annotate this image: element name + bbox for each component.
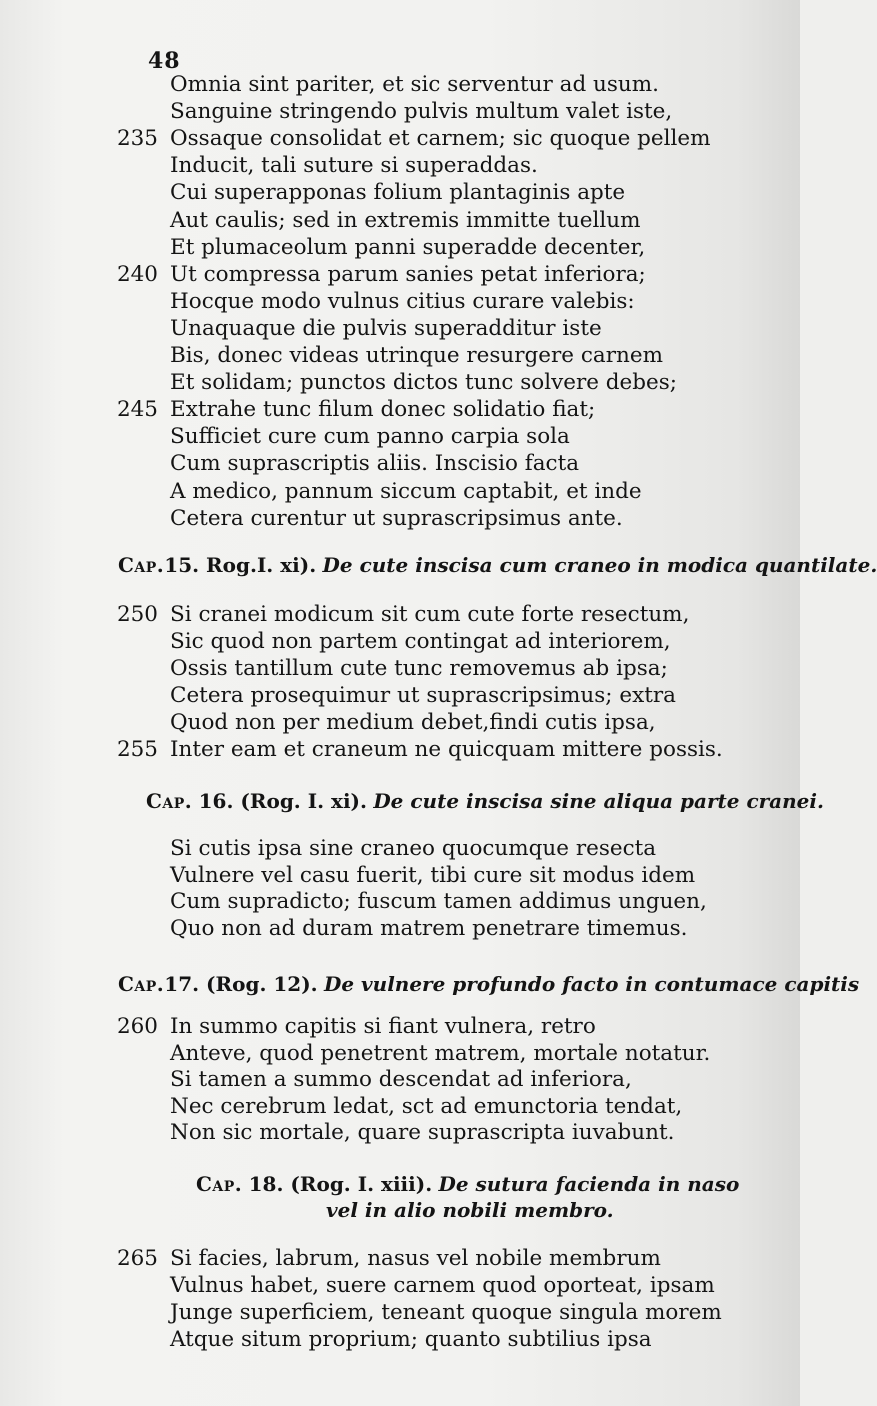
chapter-heading-18-continued xyxy=(326,1198,614,1222)
chapter-title: De vulnere profundo facto in contumace capitis xyxy=(324,972,860,996)
line-number: 245 xyxy=(116,397,158,423)
verse-text: Inter eam et craneum ne quicquam mittere possis. xyxy=(170,737,723,762)
chapter-reference: 17. (Rog. 12). xyxy=(164,972,318,996)
chapter-heading-17 xyxy=(118,972,859,996)
chapter-label: Cap. xyxy=(146,789,193,813)
chapter-title-continued: vel in alio nobili membro. xyxy=(326,1198,614,1222)
verse-text: Si tamen a summo descendat ad inferiora, xyxy=(170,1067,632,1092)
verse-text: Sufficiet cure cum panno carpia sola xyxy=(170,424,570,450)
verse-text: Omnia sint pariter, et sic serventur ad usum. xyxy=(170,72,659,97)
chapter-reference: 15. Rog.I. xi). xyxy=(164,553,317,577)
verse-text: Ossaque consolidat et carnem; sic quoque pellem xyxy=(170,126,711,152)
verse-text: Cetera prosequimur ut suprascripsimus; extra xyxy=(170,683,676,708)
chapter-label: Cap. xyxy=(196,1172,243,1196)
verse-text: Aut caulis; sed in extremis immitte tuellum xyxy=(170,207,641,233)
verse-text: Non sic mortale, quare suprascripta iuvabunt. xyxy=(170,1120,675,1145)
verse-text: Junge superficiem, teneant quoque singula morem xyxy=(170,1300,722,1325)
line-number: 235 xyxy=(116,126,158,152)
line-number: 265 xyxy=(116,1246,158,1271)
page-number: 48 xyxy=(148,48,181,74)
chapter-heading-15 xyxy=(118,553,877,577)
verse-text: Hocque modo vulnus citius curare valebis: xyxy=(170,288,635,314)
chapter-title: De cute inscisa sine aliqua parte cranei. xyxy=(373,789,824,813)
chapter-heading-16 xyxy=(146,789,824,813)
verse-text: Ossis tantillum cute tunc removemus ab ipsa; xyxy=(170,656,668,681)
verse-text: Vulnus habet, suere carnem quod oporteat, ipsam xyxy=(170,1273,715,1298)
line-number: 240 xyxy=(116,261,158,287)
line-number: 260 xyxy=(116,1014,158,1039)
verse-text: In summo capitis si fiant vulnera, retro xyxy=(170,1014,596,1039)
verse-text: Ut compressa parum sanies petat inferiora; xyxy=(170,261,646,287)
chapter-reference: 16. (Rog. I. xi). xyxy=(198,789,367,813)
verse-text: Nec cerebrum ledat, sct ad emunctoria tendat, xyxy=(170,1093,683,1119)
chapter-heading-18 xyxy=(196,1172,739,1196)
chapter-title: De cute inscisa cum craneo in modica quantilate. xyxy=(322,553,877,577)
verse-text: Quod non per medium debet,findi cutis ipsa, xyxy=(170,710,656,735)
verse-text: Atque situm proprium; quanto subtilius ipsa xyxy=(170,1327,652,1352)
chapter-label: Cap. xyxy=(118,972,165,996)
verse-text: Si cutis ipsa sine craneo quocumque resecta xyxy=(170,836,657,861)
verse-text: Anteve, quod penetrent matrem, mortale notatur. xyxy=(170,1040,711,1066)
verse-text: Cum supradicto; fuscum tamen addimus unguen, xyxy=(170,889,707,914)
verse-text: Cetera curentur ut suprascripsimus ante. xyxy=(170,505,623,531)
verse-text: Extrahe tunc filum donec solidatio fiat; xyxy=(170,397,596,423)
verse-text: Sanguine stringendo pulvis multum valet iste, xyxy=(170,99,673,125)
verse-text: Si cranei modicum sit cum cute forte resectum, xyxy=(170,602,690,627)
line-number: 250 xyxy=(116,602,158,627)
verse-text: Et solidam; punctos dictos tunc solvere debes; xyxy=(170,370,678,396)
verse-text: Cum suprascriptis aliis. Inscisio facta xyxy=(170,451,580,477)
verse-text: Inducit, tali suture si superaddas. xyxy=(170,153,538,179)
verse-text: Et plumaceolum panni superadde decenter, xyxy=(170,234,646,260)
chapter-title: De sutura facienda in naso xyxy=(438,1172,740,1196)
chapter-label: Cap. xyxy=(118,553,165,577)
verse-text: Bis, donec videas utrinque resurgere carnem xyxy=(170,343,663,368)
verse-text: Unaquaque die pulvis superadditur iste xyxy=(170,315,602,341)
verse-text: Si facies, labrum, nasus vel nobile membrum xyxy=(170,1246,661,1271)
verse-text: Sic quod non partem contingat ad interiorem, xyxy=(170,629,671,654)
verse-text: A medico, pannum siccum captabit, et inde xyxy=(170,478,642,504)
chapter-reference: 18. (Rog. I. xiii). xyxy=(248,1172,433,1196)
bleed-through-text xyxy=(690,60,800,1360)
verse-text: Vulnere vel casu fuerit, tibi cure sit modus idem xyxy=(170,862,696,888)
verse-text: Cui superapponas folium plantaginis apte xyxy=(170,180,626,206)
verse-text: Quo non ad duram matrem penetrare timemus. xyxy=(170,915,688,941)
line-number: 255 xyxy=(116,737,158,762)
